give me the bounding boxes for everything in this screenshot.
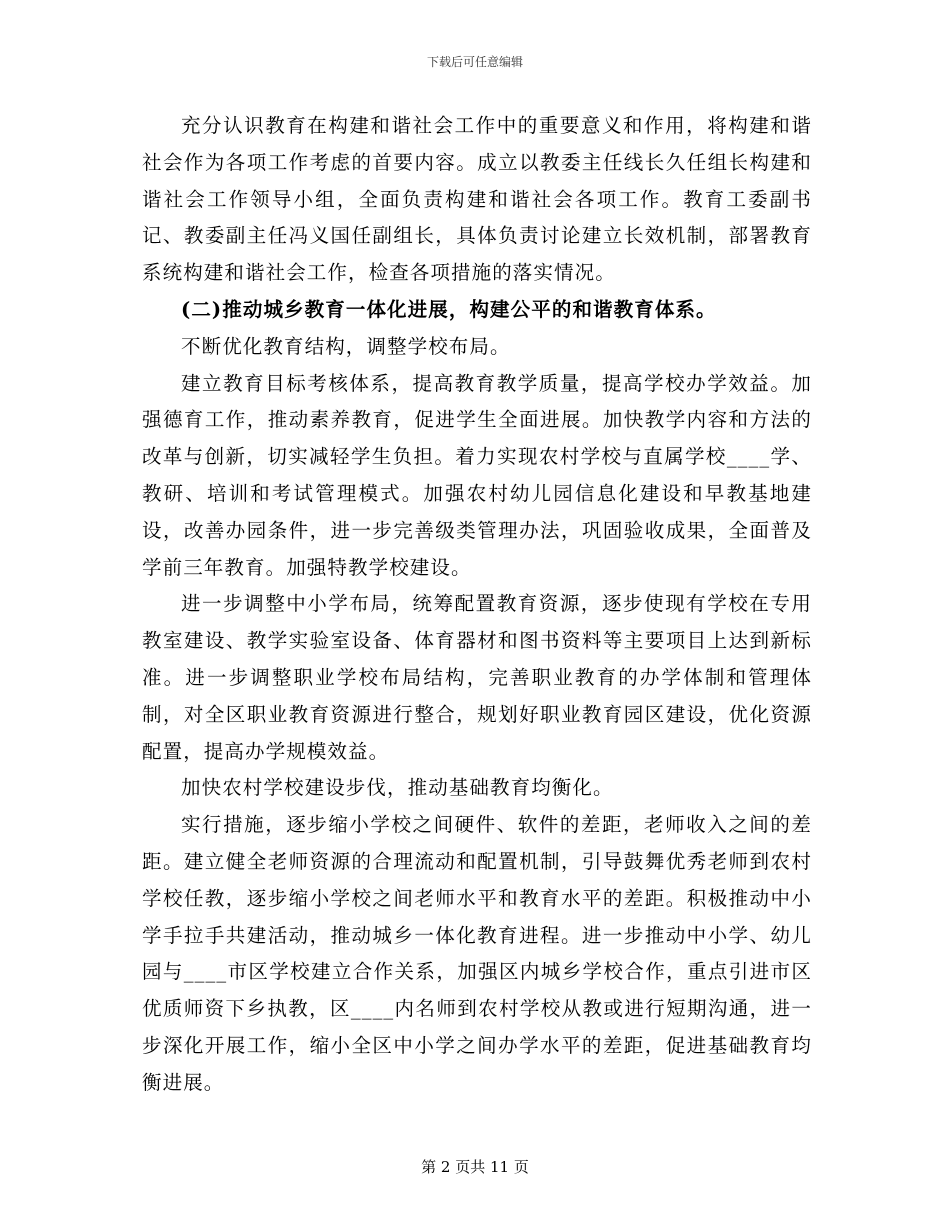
page-header-note: 下载后可任意编辑	[426, 55, 523, 69]
document-body	[142, 108, 812, 1102]
paragraph-3: 建立教育目标考核体系，提高教育教学质量，提高学校办学效益。加强德育工作，推动素养教育，促进学生全面进展。加快教学内容和方法的改革与创新，切实减轻学生负担。着力实现农村学校与直属学校____学、教研、培训和考试管理模式。加强农村幼儿园信息化建设和早教基地建设，改善办园条件，进一步完善级类管理办法，巩固验收成果，全面普及学前三年教育。加强特教学校建设。	[142, 371, 812, 579]
paragraph-6: 实行措施，逐步缩小学校之间硬件、软件的差距，老师收入之间的差距。建立健全老师资源的合理流动和配置机制，引导鼓舞优秀老师到农村学校任教，逐步缩小学校之间老师水平和教育水平的差距。积极推动中小学手拉手共建活动，推动城乡一体化教育进程。进一步推动中小学、幼儿园与____市区学校建立合作关系，加强区内城乡学校合作，重点引进市区优质师资下乡执教，区____内名师到农村学校从教或进行短期沟通，进一步深化开展工作，缩小全区中小学之间办学水平的差距，促进基础教育均衡进展。	[142, 813, 812, 1094]
paragraph-4: 进一步调整中小学布局，统筹配置教育资源，逐步使现有学校在专用教室建设、教学实验室设备、体育器材和图书资料等主要项目上达到新标准。进一步调整职业学校布局结构，完善职业教育的办学体制和管理体制，对全区职业教育资源进行整合，规划好职业教育园区建设，优化资源配置，提高办学规模效益。	[142, 592, 812, 763]
paragraph-1: 充分认识教育在构建和谐社会工作中的重要意义和作用，将构建和谐社会作为各项工作考虑的首要内容。成立以教委主任线长久任组长构建和谐社会工作领导小组，全面负责构建和谐社会各项工作。教育工委副书记、教委副主任冯义国任副组长，具体负责讨论建立长效机制，部署教育系统构建和谐社会工作，检查各项措施的落实情况。	[142, 114, 812, 285]
paragraph-2: 不断优化教育结构，调整学校布局。	[181, 334, 511, 358]
section-heading: (二)推动城乡教育一体化进展，构建公平的和谐教育体系。	[181, 297, 717, 321]
page-number: 第 2 页共 11 页	[421, 1158, 529, 1176]
paragraph-5: 加快农村学校建设步伐，推动基础教育均衡化。	[181, 776, 614, 800]
